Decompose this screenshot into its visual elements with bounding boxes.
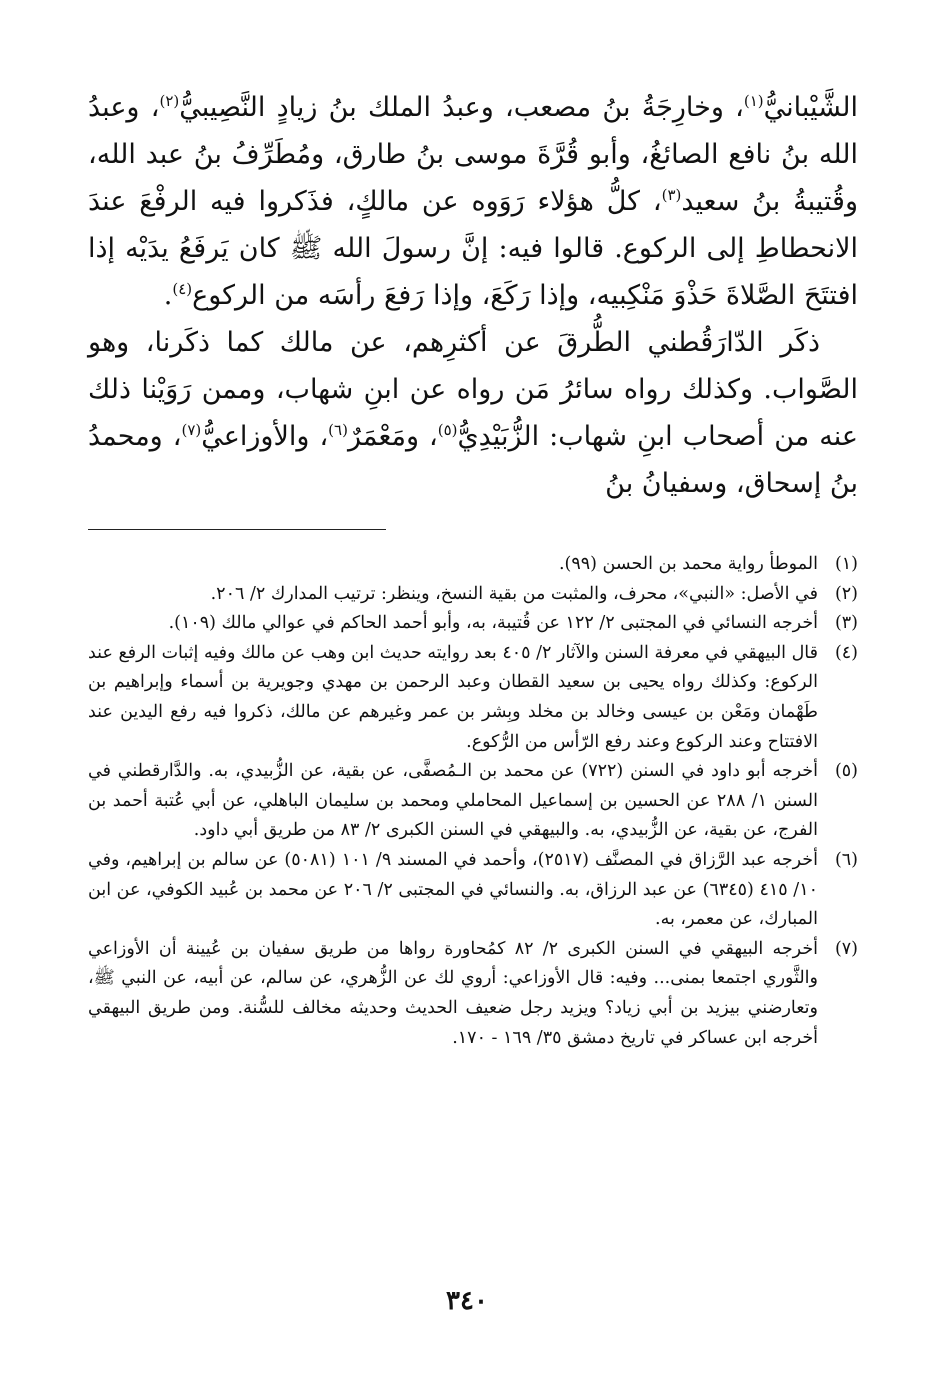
footnote bbox=[88, 846, 858, 935]
body-text: . bbox=[163, 280, 173, 311]
footnote bbox=[88, 639, 858, 757]
footnote-divider bbox=[88, 529, 386, 530]
footnote-ref: (٤) bbox=[172, 280, 193, 298]
footnote-ref: (١) bbox=[743, 92, 764, 110]
footnote bbox=[88, 757, 858, 846]
footnote bbox=[88, 609, 858, 639]
body-text: ، وخارِجَةُ بنُ مصعب، وعبدُ الملك بنُ زيادٍ النَّصِيبيُّ bbox=[179, 92, 744, 123]
footnote-number: (٧) bbox=[834, 938, 858, 959]
body-text: ، والأوزاعيُّ bbox=[201, 421, 329, 452]
footnote-number: (٥) bbox=[834, 761, 858, 782]
footnote bbox=[88, 550, 858, 580]
footnote-number: (٣) bbox=[834, 613, 858, 634]
footnote bbox=[88, 935, 858, 1053]
footnote-number: (١) bbox=[834, 554, 858, 574]
footnote-ref: (٣) bbox=[661, 186, 682, 204]
page-content bbox=[88, 84, 858, 1053]
footnote-ref: (٦) bbox=[328, 421, 348, 439]
footnote-text: أخرجه النسائي في المجتبى ٢/ ١٢٢ عن قُتيبة، به، وأبو أحمد الحاكم في عوالي مالك (١٠٩). bbox=[168, 613, 818, 634]
body-paragraph bbox=[88, 319, 858, 507]
body-text: ، وعبدُ الله بنُ نافع الصائغُ، وأبو قُرَّةَ موسى بنُ طارق، ومُطَرِّفُ بنُ عبد الله، وقُتيبةُ بنُ سعيد bbox=[88, 92, 858, 217]
body-paragraph bbox=[88, 84, 858, 319]
page-number: ٣٤٠ bbox=[446, 1286, 488, 1316]
footnote-text: قال البيهقي في معرفة السنن والآثار ٢/ ٤٠٥ بعد روايته حديث ابن وهب عن مالك وفيه إثبات الرفع عند الركوع: وكذلك رواه يحيى بن سعيد القطان وعبد الرحمن بن مهدي وجويرية بن أسماء وإبراهيم بن طَهْمان ومَعْن بن عيسى وخالد بن مخلد وبِشر بن عمر وغيرهم عن مالك، ذكروا فيه رفع اليدين عند الافتتاح وعند الركوع وعند رفع الرّأس من الرُّكوع. bbox=[88, 642, 818, 752]
footnote-ref: (٥) bbox=[437, 421, 458, 439]
footnote-ref: (٢) bbox=[159, 92, 180, 110]
footnote-text: أخرجه عبد الرَّزاق في المصنَّف (٢٥١٧)، وأحمد في المسند ٩/ ١٠١ (٥٠٨١) عن سالم بن إبراهيم، وفي ١٠/ ٤١٥ (٦٣٤٥) عن عبد الرزاق، به. والنسائي في المجتبى ٢/ ٢٠٦ عن محمد بن عُبيد الكوفي، عن ابن المبارك، عن معمر، به. bbox=[88, 849, 819, 930]
body-text: ، ومَعْمَرٌ bbox=[347, 421, 438, 452]
main-text bbox=[88, 84, 858, 507]
footnotes bbox=[88, 550, 858, 1053]
footnote-text: الموطأ رواية محمد بن الحسن (٩٩). bbox=[558, 554, 818, 574]
footnote bbox=[88, 580, 858, 610]
footnote-ref: (٧) bbox=[181, 421, 202, 439]
body-text: ، ومحمدُ بنُ إسحاق، وسفيانُ بنُ bbox=[88, 421, 858, 499]
footnote-number: (٢) bbox=[834, 583, 858, 604]
footnote-text: أخرجه البيهقي في السنن الكبرى ٢/ ٨٢ كمُحاورة رواها من طريق سفيان بن عُيينة أن الأوزاعي والثَّوري اجتمعا بمنى... وفيه: قال الأوزاعي: أروي لك عن الزُّهري، عن سالم، عن أبيه، عن النبي ﷺ، وتعارضني بيزيد بن أبي زياد؟ ويزيد رجل ضعيف الحديث وحديثه مخالف للسُّنة. ومن طريق البيهقي أخرجه ابن عساكر في تاريخ دمشق ٣٥/ ١٦٩ - ١٧٠. bbox=[88, 938, 818, 1048]
body-text: ، كلُّ هؤلاء رَوَوه عن مالكٍ، فذَكروا فيه الرفْعَ عندَ الانحطاطِ إلى الركوع. قالوا فيه: إنَّ رسولَ الله ﷺ كان يَرفَعُ يدَيْه إذا افتتَحَ الصَّلاةَ حَذْوَ مَنْكِبيه، وإذا رَكَعَ، وإذا رَفعَ رأسَه من الركوع bbox=[88, 186, 858, 311]
body-text: ذكَر الدّارَقُطني الطُّرقَ عن أكثرِهم، عن مالك كما ذكَرنا، وهو الصَّواب. وكذلك رواه سائرُ مَن رواه عن ابنِ شهاب، وممن رَوَيْنا ذلك عنه من أصحاب ابنِ شهاب: الزُّبَيْدِيُّ bbox=[88, 327, 858, 452]
footnote-text: في الأصل: «النبي»، محرف، والمثبت من بقية النسخ، وينظر: ترتيب المدارك ٢/ ٢٠٦. bbox=[210, 583, 818, 604]
body-text: الشَّيْبانيُّ bbox=[763, 92, 858, 123]
footnote-number: (٦) bbox=[834, 849, 858, 870]
footnote-number: (٤) bbox=[834, 642, 858, 663]
footnote-text: أخرجه أبو داود في السنن (٧٢٢) عن محمد بن الـمُصفَّى، عن بقية، عن الزُّبيدي، به. والدَّارقطني في السنن ١/ ٢٨٨ عن الحسين بن إسماعيل المحاملي ومحمد بن سليمان الباهلي، عن أبي عُتبة أحمد بن الفرج، عن بقية، عن الزُّبيدي، به. والبيهقي في السنن الكبرى ٢/ ٨٣ من طريق أبي داود. bbox=[88, 761, 818, 841]
